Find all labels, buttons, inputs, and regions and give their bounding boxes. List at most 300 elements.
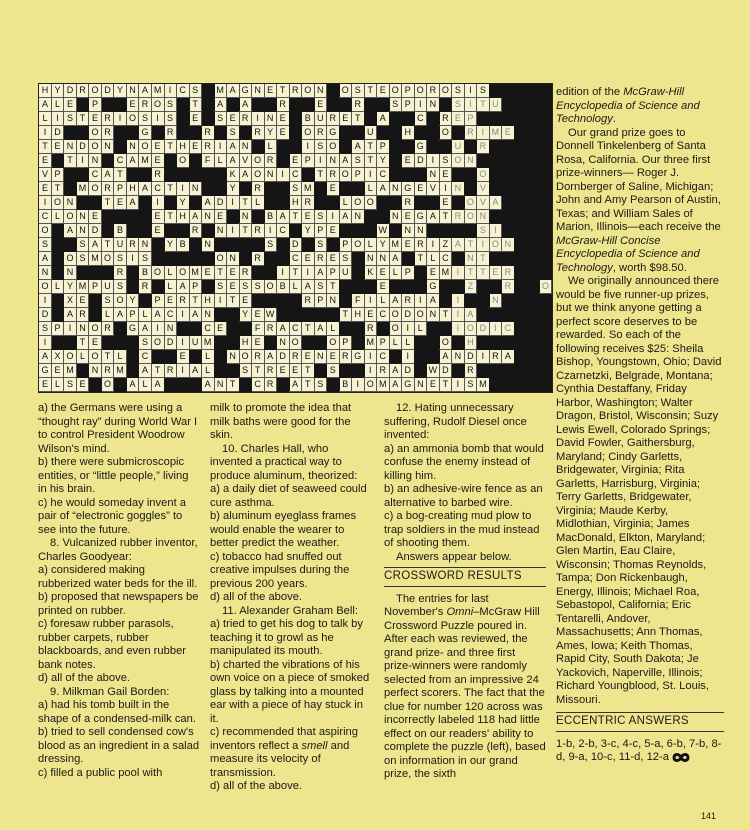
crossword-cell: N	[414, 224, 427, 238]
text-paragraph: a) considered making rubberized water beds for the ill.	[38, 564, 198, 590]
crossword-block	[52, 336, 65, 350]
crossword-block	[214, 308, 227, 322]
section-heading-crossword-results: CROSSWORD RESULTS	[384, 567, 546, 587]
crossword-cell: N	[64, 196, 77, 210]
crossword-cell: D	[439, 364, 452, 378]
crossword-block	[252, 238, 265, 252]
crossword-cell: N	[389, 182, 402, 196]
crossword-cell: N	[214, 378, 227, 392]
crossword-cell: R	[202, 140, 215, 154]
crossword-cell: I	[477, 238, 490, 252]
crossword-cell: R	[114, 266, 127, 280]
crossword-block	[539, 364, 552, 378]
crossword-block	[264, 196, 277, 210]
question-8: 8. Vulcanized rubber inventor, Charles Goodyear:	[38, 537, 198, 563]
crossword-cell: D	[277, 350, 290, 364]
crossword-cell: R	[102, 322, 115, 336]
crossword-cell: I	[214, 294, 227, 308]
crossword-cell: E	[364, 308, 377, 322]
crossword-cell: L	[52, 210, 65, 224]
crossword-cell: A	[64, 308, 77, 322]
crossword-cell: T	[302, 364, 315, 378]
crossword-cell: T	[277, 84, 290, 98]
crossword-cell: C	[377, 350, 390, 364]
crossword-cell: C	[377, 168, 390, 182]
crossword-block	[389, 126, 402, 140]
crossword-cell: L	[389, 266, 402, 280]
crossword-block	[214, 168, 227, 182]
crossword-block	[214, 364, 227, 378]
crossword-block	[502, 84, 515, 98]
crossword-block	[389, 154, 402, 168]
crossword-cell: O	[152, 266, 165, 280]
crossword-cell: E	[127, 98, 140, 112]
crossword-cell: D	[89, 224, 102, 238]
crossword-block	[289, 294, 302, 308]
crossword-cell: L	[139, 308, 152, 322]
crossword-block	[214, 350, 227, 364]
text-run: and measure its velocity of transmission.	[210, 739, 350, 779]
crossword-cell: O	[339, 84, 352, 98]
crossword-cell: N	[239, 140, 252, 154]
crossword-cell: D	[414, 154, 427, 168]
crossword-block	[402, 280, 415, 294]
crossword-cell: R	[189, 224, 202, 238]
crossword-cell: S	[214, 112, 227, 126]
crossword-block	[327, 308, 340, 322]
crossword-cell: R	[402, 196, 415, 210]
crossword-block	[339, 364, 352, 378]
crossword-cell: M	[389, 238, 402, 252]
crossword-cell: O	[127, 112, 140, 126]
crossword-cell: D	[52, 126, 65, 140]
crossword-block	[264, 336, 277, 350]
text-paragraph: a) the Germans were using a “thought ray” during World War I to control President Woodrow Wilson's mind.	[38, 402, 198, 455]
crossword-cell: T	[414, 252, 427, 266]
crossword-cell: R	[102, 182, 115, 196]
crossword-block	[477, 294, 490, 308]
crossword-cell: S	[239, 280, 252, 294]
text-paragraph: b) aluminum eyeglass frames would enable the wearer to better predict the weather.	[210, 510, 357, 549]
crossword-cell: N	[452, 182, 465, 196]
crossword-block	[289, 126, 302, 140]
crossword-cell: I	[452, 294, 465, 308]
crossword-block	[152, 238, 165, 252]
crossword-cell: R	[502, 280, 515, 294]
crossword-cell: T	[302, 322, 315, 336]
crossword-cell: E	[214, 210, 227, 224]
crossword-cell: H	[402, 126, 415, 140]
crossword-cell: C	[289, 168, 302, 182]
crossword-cell: O	[177, 154, 190, 168]
crossword-block	[514, 266, 527, 280]
crossword-block	[489, 210, 502, 224]
crossword-cell: R	[77, 84, 90, 98]
crossword-block	[227, 98, 240, 112]
crossword-block	[214, 336, 227, 350]
crossword-cell: R	[102, 112, 115, 126]
crossword-block	[489, 84, 502, 98]
crossword-cell: I	[277, 266, 290, 280]
crossword-block	[514, 112, 527, 126]
crossword-cell: A	[139, 322, 152, 336]
crossword-cell: F	[202, 154, 215, 168]
crossword-cell: T	[302, 378, 315, 392]
crossword-block	[502, 308, 515, 322]
crossword-block	[189, 168, 202, 182]
crossword-block	[164, 154, 177, 168]
crossword-cell: I	[364, 168, 377, 182]
crossword-cell: S	[477, 224, 490, 238]
crossword-cell: M	[114, 364, 127, 378]
crossword-cell: S	[264, 238, 277, 252]
crossword-cell: T	[102, 196, 115, 210]
crossword-block	[427, 196, 440, 210]
crossword-cell: A	[302, 280, 315, 294]
crossword-block	[114, 378, 127, 392]
crossword-cell: I	[402, 322, 415, 336]
crossword-cell: N	[377, 252, 390, 266]
crossword-block	[177, 378, 190, 392]
crossword-cell: E	[502, 126, 515, 140]
crossword-cell: O	[439, 336, 452, 350]
text-run: c) recommended that aspiring inventors reflect a	[210, 726, 358, 752]
crossword-cell: B	[264, 210, 277, 224]
crossword-cell: L	[377, 294, 390, 308]
crossword-block	[277, 294, 290, 308]
crossword-cell: I	[302, 140, 315, 154]
crossword-cell: M	[139, 154, 152, 168]
crossword-block	[77, 364, 90, 378]
crossword-block	[502, 112, 515, 126]
crossword-cell: Y	[164, 238, 177, 252]
crossword-block	[414, 196, 427, 210]
crossword-cell: G	[127, 322, 140, 336]
crossword-block	[414, 336, 427, 350]
crossword-block	[527, 140, 540, 154]
crossword-cell: O	[252, 154, 265, 168]
crossword-cell: B	[114, 224, 127, 238]
crossword-block	[77, 266, 90, 280]
crossword-cell: M	[302, 182, 315, 196]
crossword-cell: A	[39, 98, 52, 112]
crossword-block	[514, 182, 527, 196]
text-paragraph: d) all of the above.	[38, 672, 131, 684]
crossword-block	[339, 294, 352, 308]
crossword-block	[352, 364, 365, 378]
crossword-cell: M	[214, 84, 227, 98]
crossword-cell: R	[452, 210, 465, 224]
crossword-cell: R	[264, 364, 277, 378]
crossword-block	[364, 112, 377, 126]
crossword-block	[539, 84, 552, 98]
crossword-block	[327, 98, 340, 112]
crossword-cell: I	[39, 294, 52, 308]
crossword-block	[527, 112, 540, 126]
text-paragraph: c) filled a public pool with	[38, 766, 163, 779]
crossword-cell: D	[289, 238, 302, 252]
crossword-block	[489, 280, 502, 294]
crossword-cell: R	[327, 168, 340, 182]
crossword-cell: N	[314, 84, 327, 98]
crossword-cell: I	[227, 224, 240, 238]
crossword-cell: O	[302, 84, 315, 98]
crossword-cell: Y	[52, 84, 65, 98]
crossword-block	[289, 308, 302, 322]
crossword-block	[102, 210, 115, 224]
crossword-block	[189, 350, 202, 364]
crossword-block	[402, 140, 415, 154]
crossword-block	[527, 266, 540, 280]
crossword-cell: X	[52, 350, 65, 364]
crossword-cell: I	[427, 238, 440, 252]
crossword-block	[527, 350, 540, 364]
crossword-cell: C	[114, 154, 127, 168]
crossword-block	[327, 196, 340, 210]
crossword-cell: G	[39, 364, 52, 378]
crossword-cell: E	[402, 210, 415, 224]
crossword-cell: M	[489, 126, 502, 140]
crossword-cell: E	[89, 336, 102, 350]
crossword-block	[164, 378, 177, 392]
crossword-cell: B	[177, 238, 190, 252]
crossword-cell: I	[452, 378, 465, 392]
crossword-block	[527, 238, 540, 252]
crossword-cell: D	[77, 140, 90, 154]
crossword-cell: S	[39, 322, 52, 336]
crossword-cell: I	[327, 210, 340, 224]
crossword-block	[152, 280, 165, 294]
crossword-cell: T	[477, 252, 490, 266]
crossword-block	[339, 126, 352, 140]
crossword-block	[514, 336, 527, 350]
crossword-cell: O	[339, 168, 352, 182]
crossword-cell: S	[452, 98, 465, 112]
crossword-cell: S	[239, 364, 252, 378]
answers-text: 1-b, 2-b, 3-c, 4-c, 5-a, 6-b, 7-b, 8-d, 9-a, 10-c, 11-d, 12-a	[556, 737, 722, 763]
crossword-cell: O	[439, 84, 452, 98]
crossword-block	[539, 140, 552, 154]
crossword-block	[489, 336, 502, 350]
crossword-cell: A	[227, 84, 240, 98]
crossword-block	[389, 196, 402, 210]
crossword-block	[452, 364, 465, 378]
crossword-cell: S	[477, 84, 490, 98]
crossword-block	[502, 210, 515, 224]
crossword-block	[427, 126, 440, 140]
crossword-cell: C	[139, 350, 152, 364]
crossword-block	[339, 280, 352, 294]
crossword-cell: O	[252, 168, 265, 182]
crossword-cell: T	[464, 238, 477, 252]
crossword-cell: N	[127, 140, 140, 154]
crossword-cell: E	[302, 350, 315, 364]
crossword-cell: I	[127, 252, 140, 266]
crossword-cell: O	[289, 336, 302, 350]
crossword-cell: S	[64, 112, 77, 126]
crossword-block	[114, 98, 127, 112]
crossword-block	[177, 126, 190, 140]
text-paragraph	[556, 127, 724, 276]
crossword-block	[264, 266, 277, 280]
crossword-cell: E	[289, 154, 302, 168]
crossword-cell: S	[452, 84, 465, 98]
crossword-cell: O	[89, 140, 102, 154]
crossword-block	[389, 140, 402, 154]
crossword-cell: N	[202, 238, 215, 252]
crossword-cell: E	[89, 112, 102, 126]
crossword-cell: A	[39, 252, 52, 266]
crossword-block	[227, 322, 240, 336]
crossword-block	[127, 210, 140, 224]
crossword-cell: S	[314, 378, 327, 392]
crossword-block	[364, 210, 377, 224]
crossword-cell: C	[202, 322, 215, 336]
crossword-cell: O	[352, 196, 365, 210]
crossword-cell: E	[439, 168, 452, 182]
crossword-cell: T	[164, 182, 177, 196]
crossword-cell: A	[277, 322, 290, 336]
crossword-cell: E	[327, 252, 340, 266]
crossword-cell: O	[152, 98, 165, 112]
crossword-block	[264, 98, 277, 112]
crossword-cell: S	[139, 252, 152, 266]
crossword-block	[302, 98, 315, 112]
crossword-cell: S	[352, 84, 365, 98]
crossword-cell: C	[502, 322, 515, 336]
crossword-cell: V	[427, 182, 440, 196]
crossword-block	[477, 364, 490, 378]
crossword-cell: N	[89, 154, 102, 168]
crossword-cell: R	[414, 238, 427, 252]
crossword-cell: E	[239, 294, 252, 308]
crossword-block	[489, 112, 502, 126]
crossword-block	[102, 224, 115, 238]
crossword-block	[77, 126, 90, 140]
crossword-cell: R	[164, 126, 177, 140]
crossword-block	[64, 126, 77, 140]
crossword-block	[52, 224, 65, 238]
crossword-block	[202, 168, 215, 182]
text-paragraph: a) tried to get his dog to talk by teaching it to growl as he manipulated its mouth.	[210, 618, 363, 657]
crossword-block	[539, 154, 552, 168]
crossword-cell: N	[402, 224, 415, 238]
crossword-cell: E	[339, 112, 352, 126]
crossword-block	[452, 336, 465, 350]
crossword-block	[389, 168, 402, 182]
crossword-block	[477, 336, 490, 350]
crossword-cell: A	[427, 294, 440, 308]
crossword-block	[89, 378, 102, 392]
crossword-block	[277, 238, 290, 252]
crossword-cell: M	[152, 84, 165, 98]
crossword-cell: N	[102, 140, 115, 154]
crossword-cell: O	[389, 322, 402, 336]
crossword-cell: A	[427, 210, 440, 224]
crossword-cell: T	[327, 280, 340, 294]
crossword-block	[189, 196, 202, 210]
crossword-block	[527, 224, 540, 238]
crossword-block	[514, 210, 527, 224]
crossword-cell: P	[464, 112, 477, 126]
crossword-cell: E	[189, 112, 202, 126]
crossword-cell: N	[427, 308, 440, 322]
crossword-block	[514, 168, 527, 182]
crossword-cell: T	[189, 98, 202, 112]
crossword-cell: I	[464, 98, 477, 112]
crossword-cell: O	[89, 126, 102, 140]
crossword-block	[514, 252, 527, 266]
crossword-block	[527, 84, 540, 98]
crossword-cell: S	[139, 112, 152, 126]
crossword-cell: T	[239, 224, 252, 238]
crossword-cell: L	[164, 266, 177, 280]
crossword-cell: S	[439, 154, 452, 168]
crossword-cell: T	[477, 98, 490, 112]
crossword-cell: R	[264, 378, 277, 392]
crossword-cell: O	[302, 126, 315, 140]
crossword-block	[239, 182, 252, 196]
crossword-block	[377, 322, 390, 336]
crossword-cell: R	[402, 294, 415, 308]
crossword-cell: T	[164, 140, 177, 154]
crossword-block	[539, 322, 552, 336]
crossword-cell: N	[202, 308, 215, 322]
column-3	[384, 402, 546, 782]
crossword-cell: L	[164, 280, 177, 294]
crossword-cell: O	[239, 350, 252, 364]
question-9: 9. Milkman Gail Borden:	[50, 685, 170, 698]
text-run: , worth $98.50.	[612, 261, 687, 274]
crossword-cell: O	[64, 350, 77, 364]
crossword-cell: T	[364, 140, 377, 154]
crossword-block	[114, 336, 127, 350]
crossword-block	[527, 196, 540, 210]
crossword-cell: T	[439, 210, 452, 224]
section-heading-eccentric-answers: ECCENTRIC ANSWERS	[556, 712, 724, 732]
crossword-cell: C	[39, 210, 52, 224]
crossword-cell: A	[389, 252, 402, 266]
crossword-cell: O	[452, 154, 465, 168]
crossword-cell: U	[339, 266, 352, 280]
crossword-cell: O	[477, 168, 490, 182]
crossword-cell: O	[89, 322, 102, 336]
crossword-block	[52, 308, 65, 322]
crossword-cell: R	[102, 364, 115, 378]
crossword-block	[539, 112, 552, 126]
crossword-cell: N	[264, 112, 277, 126]
crossword-block	[89, 266, 102, 280]
text-paragraph: b) charted the vibrations of his own voice on a piece of smoked glass by talking into a mounted ear with a piece of hay stuck in it.	[210, 658, 370, 725]
crossword-block	[202, 112, 215, 126]
crossword-block	[177, 224, 190, 238]
crossword-block	[414, 126, 427, 140]
crossword-cell: I	[489, 322, 502, 336]
crossword-cell: P	[377, 140, 390, 154]
crossword-cell: E	[277, 364, 290, 378]
crossword-cell: M	[189, 266, 202, 280]
crossword-cell: O	[414, 308, 427, 322]
crossword-cell: Z	[464, 280, 477, 294]
crossword-cell: P	[352, 168, 365, 182]
crossword-cell: I	[452, 322, 465, 336]
crossword-cell: E	[39, 154, 52, 168]
crossword-cell: U	[114, 238, 127, 252]
text-paragraph: a) an ammonia bomb that would confuse the enemy instead of killing him.	[384, 442, 544, 482]
crossword-cell: O	[539, 280, 552, 294]
crossword-cell: L	[427, 252, 440, 266]
crossword-cell: I	[64, 322, 77, 336]
